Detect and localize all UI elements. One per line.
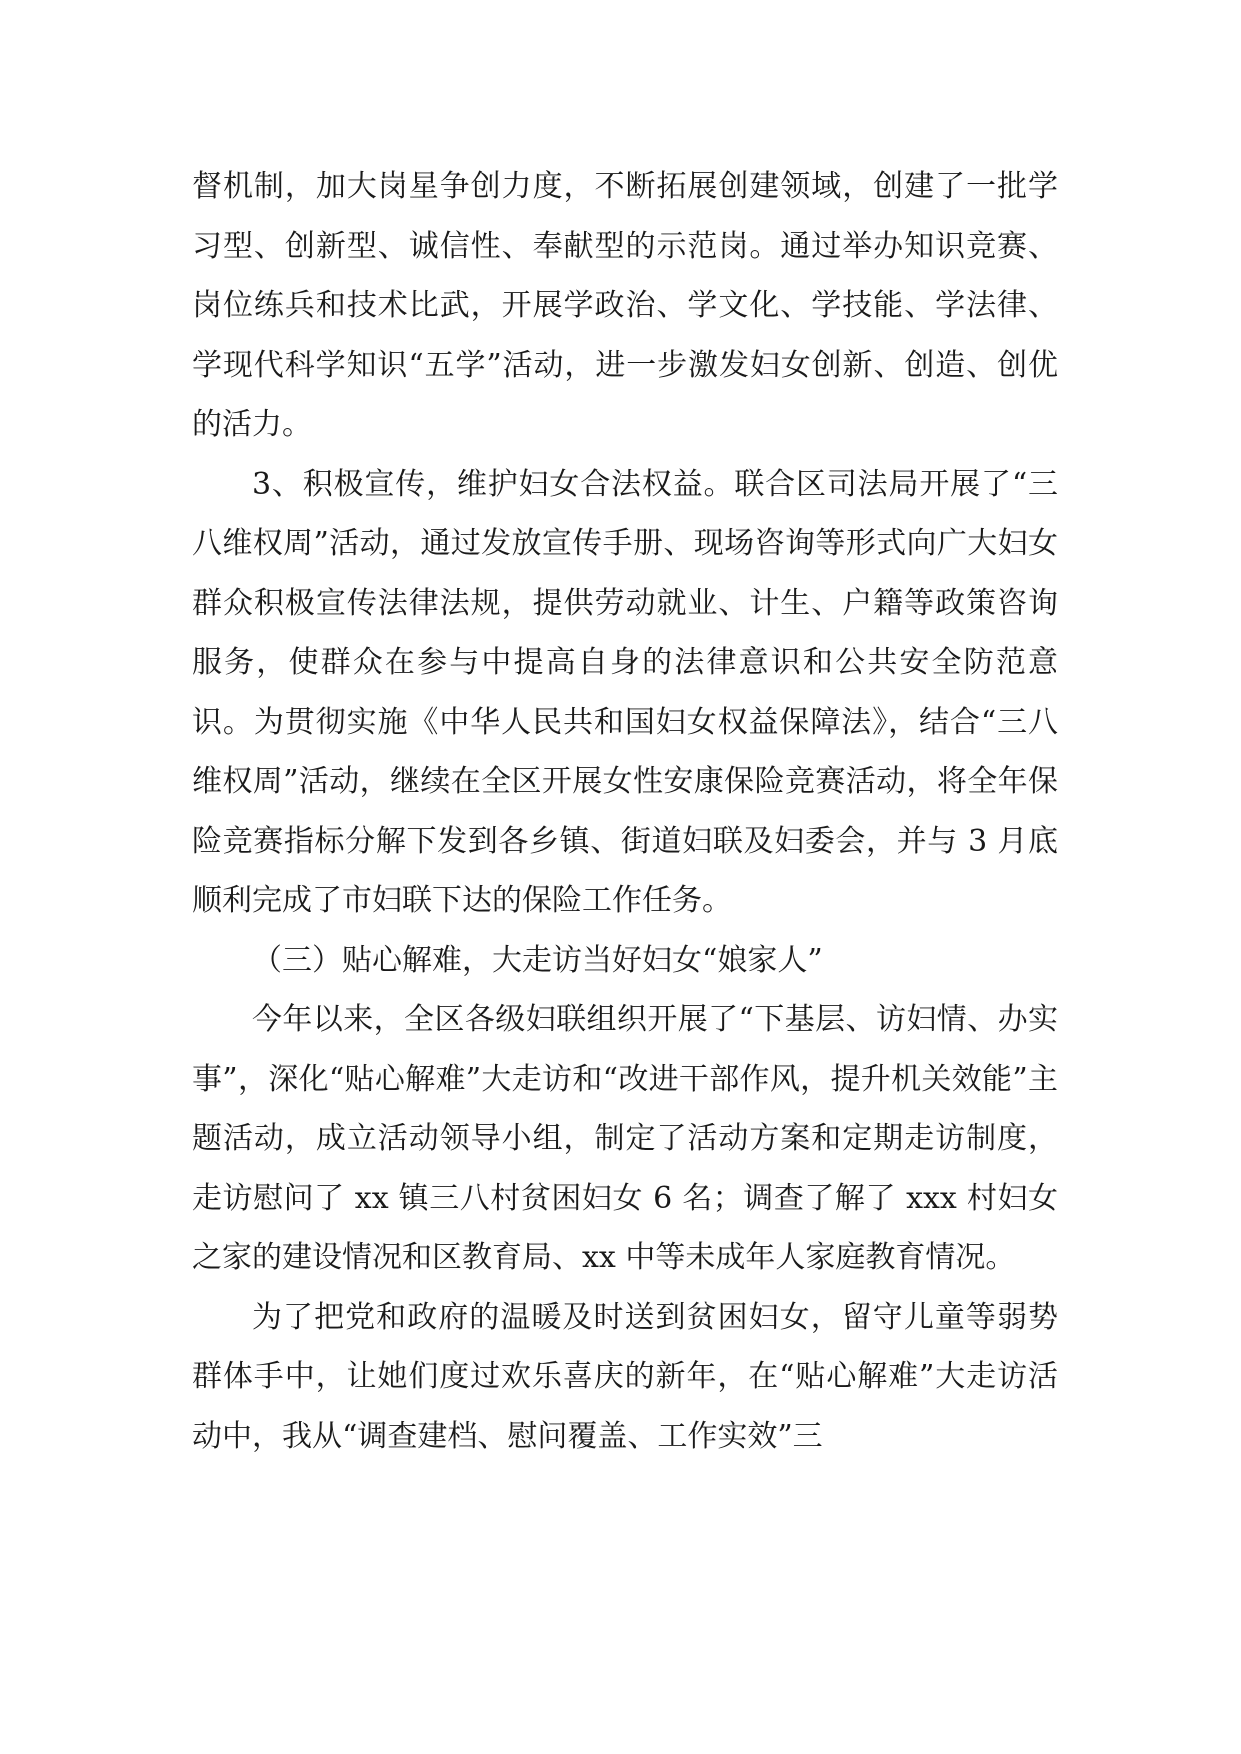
- paragraph-publicity-rights: 3、积极宣传，维护妇女合法权益。联合区司法局开展了“三八维权周”活动，通过发放宣传手册、现场咨询等形式向广大妇女群众积极宣传法律法规，提供劳动就业、计生、户籍等政策咨询服务，使群众在参与中提高自身的法律意识和公共安全防范意识。为贯彻实施《中华人民共和国妇女权益保障法》，结合“三八维权周”活动，继续在全区开展女性安康保险竞赛活动，将全年保险竞赛指标分解下发到各乡镇、街道妇联及妇委会，并与 3 月底顺利完成了市妇联下达的保险工作任务。: [192, 466, 1058, 918]
- paragraph-warmth: 为了把党和政府的温暖及时送到贫困妇女，留守儿童等弱势群体手中，让她们度过欢乐喜庆的新年，在“贴心解难”大走访活动中，我从“调查建档、慰问覆盖、工作实效”三: [192, 1299, 1058, 1454]
- paragraph-visits: 今年以来，全区各级妇联组织开展了“下基层、访妇情、办实事”，深化“贴心解难”大走访和“改进干部作风，提升机关效能”主题活动，成立活动领导小组，制定了活动方案和定期走访制度，走访慰问了 xx 镇三八村贫困妇女 6 名；调查了解了 xxx 村妇女之家的建设情况和区教育局、xx 中等未成年人家庭教育情况。: [192, 1002, 1058, 1275]
- paragraph-continuation: 督机制，加大岗星争创力度，不断拓展创建领域，创建了一批学习型、创新型、诚信性、奉献型的示范岗。通过举办知识竞赛、岗位练兵和技术比武，开展学政治、学文化、学技能、学法律、学现代科学知识“五学”活动，进一步激发妇女创新、创造、创优的活力。: [192, 169, 1058, 442]
- body-text: [192, 157, 1058, 1466]
- section-heading-three: （三）贴心解难，大走访当好妇女“娘家人”: [252, 942, 823, 978]
